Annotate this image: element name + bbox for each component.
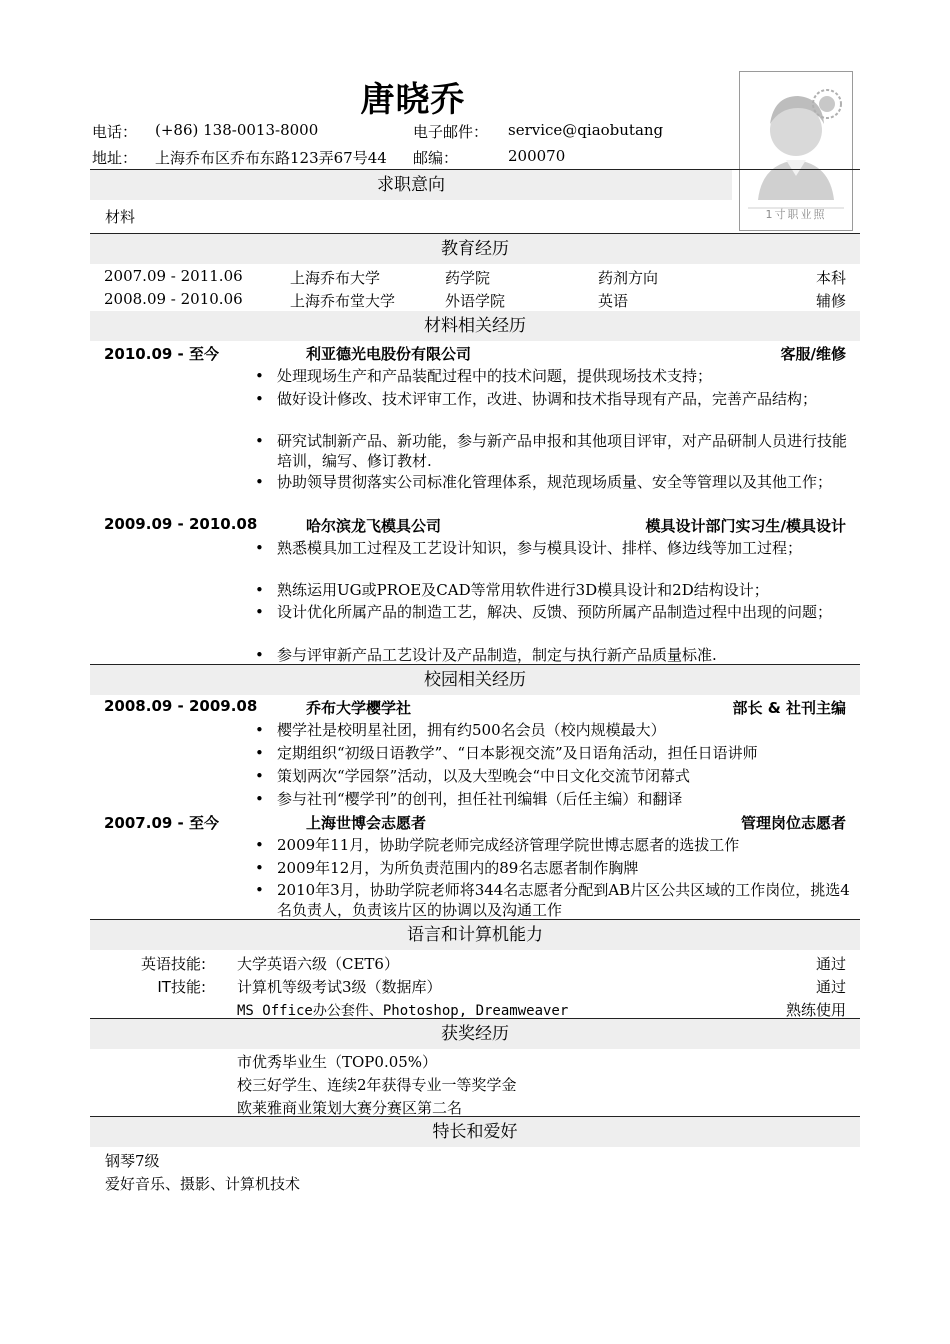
edu-major: 英语 xyxy=(598,292,629,310)
bullet-text: 定期组织“初级日语教学”、“日本影视交流”及日语角活动，担任日语讲师 xyxy=(277,744,758,762)
campus-org: 乔布大学樱学社 xyxy=(306,699,412,717)
bullet-text: 设计优化所属产品的制造工艺，解决、反馈、预防所属产品制造过程中出现的问题； xyxy=(277,603,833,621)
address-label: 地址： xyxy=(92,149,138,167)
bullet-text: 2009年12月，为所负责范围内的89名志愿者制作胸牌 xyxy=(277,859,639,877)
list-item: • 处理现场生产和产品装配过程中的技术问题，提供现场技术支持； xyxy=(255,366,850,386)
bullet-text: 做好设计修改、技术评审工作，改进、协调和技术指导现有产品，完善产品结构； xyxy=(277,390,818,408)
campus-period: 2007.09 - 至今 xyxy=(104,814,219,832)
section-objective-header: 求职意向 xyxy=(90,170,732,200)
photo-caption: 1寸职业照 xyxy=(765,208,827,221)
edu-college: 药学院 xyxy=(445,269,491,287)
job-role: 模具设计部门实习生/模具设计 xyxy=(645,517,846,535)
list-item: • 做好设计修改、技术评审工作，改进、协调和技术指导现有产品，完善产品结构； xyxy=(255,389,850,409)
job-company: 哈尔滨龙飞模具公司 xyxy=(306,517,442,535)
award-item: 欧莱雅商业策划大赛分赛区第二名 xyxy=(237,1099,463,1117)
objective-value: 材料 xyxy=(105,208,136,226)
bullet-text: 处理现场生产和产品装配过程中的技术问题，提供现场技术支持； xyxy=(277,367,713,385)
bullet-text: 协助领导贯彻落实公司标准化管理体系，规范现场质量、安全等管理以及其他工作； xyxy=(277,473,833,491)
bullet-text: 熟悉模具加工过程及工艺设计知识，参与模具设计、排样、修边线等加工过程； xyxy=(277,539,803,557)
skill-item: 大学英语六级（CET6） xyxy=(237,955,399,973)
photo-placeholder xyxy=(739,71,853,231)
hobby-item: 爱好音乐、摄影、计算机技术 xyxy=(105,1175,301,1193)
email-label: 电子邮件： xyxy=(413,123,489,141)
email-value: service@qiaobutang xyxy=(508,121,664,139)
bullet-text: 参与社刊“樱学刊”的创刊，担任社刊编辑（后任主编）和翻译 xyxy=(277,790,683,808)
edu-degree: 辅修 xyxy=(815,292,846,310)
skill-level: 通过 xyxy=(815,978,846,996)
list-item: • 研究试制新产品、新功能，参与新产品申报和其他项目评审，对产品研制人员进行技能培训，编写、修订教材. xyxy=(255,431,850,471)
bullet-text: 参与评审新产品工艺设计及产品制造，制定与执行新产品质量标准. xyxy=(277,646,717,664)
edu-degree: 本科 xyxy=(815,269,846,287)
bullet-text: 熟练运用UG或PROE及CAD等常用软件进行3D模具设计和2D结构设计； xyxy=(277,581,769,599)
list-item: • 协助领导贯彻落实公司标准化管理体系，规范现场质量、安全等管理以及其他工作； xyxy=(255,472,850,492)
section-skills-header: 语言和计算机能力 xyxy=(90,920,860,950)
campus-role: 管理岗位志愿者 xyxy=(740,814,846,832)
edu-college: 外语学院 xyxy=(445,292,506,310)
list-item: • 参与社刊“樱学刊”的创刊，担任社刊编辑（后任主编）和翻译 xyxy=(255,789,850,809)
job-period: 2010.09 - 至今 xyxy=(104,345,219,363)
bullet-text: 策划两次“学园祭”活动，以及大型晚会“中日文化交流节闭幕式 xyxy=(277,767,691,785)
bullet-text: 2010年3月，协助学院老师将344名志愿者分配到AB片区公共区域的工作岗位，挑选4名负责人，负责该片区的协调以及沟通工作 xyxy=(277,881,850,919)
phone-value: (+86) 138-0013-8000 xyxy=(155,121,319,139)
section-education-header: 教育经历 xyxy=(90,234,860,264)
edu-period: 2007.09 - 2011.06 xyxy=(104,267,243,285)
hobby-item: 钢琴7级 xyxy=(105,1152,160,1170)
list-item: • 设计优化所属产品的制造工艺，解决、反馈、预防所属产品制造过程中出现的问题； xyxy=(255,602,850,622)
zip-value: 200070 xyxy=(508,147,566,165)
skill-item: 计算机等级考试3级（数据库） xyxy=(237,978,442,996)
zip-label: 邮编： xyxy=(413,149,459,167)
campus-role: 部长 & 社刊主编 xyxy=(732,699,846,717)
award-item: 市优秀毕业生（TOP0.05%） xyxy=(237,1053,438,1071)
address-value: 上海乔布区乔布东路123弄67号44 xyxy=(155,149,387,167)
award-item: 校三好学生、连续2年获得专业一等奖学金 xyxy=(237,1076,517,1094)
edu-school: 上海乔布堂大学 xyxy=(290,292,396,310)
skill-item: MS Office办公套件、Photoshop, Dreamweaver xyxy=(237,1003,569,1019)
edu-period: 2008.09 - 2010.06 xyxy=(104,290,243,308)
list-item: • 2010年3月，协助学院老师将344名志愿者分配到AB片区公共区域的工作岗位，挑选4名负责人，负责该片区的协调以及沟通工作 xyxy=(255,881,850,919)
bullet-text: 2009年11月，协助学院老师完成经济管理学院世博志愿者的选拔工作 xyxy=(277,836,740,854)
phone-label: 电话： xyxy=(92,123,138,141)
job-period: 2009.09 - 2010.08 xyxy=(104,515,258,533)
list-item: • 2009年11月，协助学院老师完成经济管理学院世博志愿者的选拔工作 xyxy=(255,835,850,855)
list-item: • 熟悉模具加工过程及工艺设计知识，参与模具设计、排样、修边线等加工过程； xyxy=(255,538,850,558)
list-item: • 定期组织“初级日语教学”、“日本影视交流”及日语角活动，担任日语讲师 xyxy=(255,743,850,763)
skill-level: 通过 xyxy=(815,955,846,973)
campus-period: 2008.09 - 2009.08 xyxy=(104,697,258,715)
section-campus-header: 校园相关经历 xyxy=(90,665,860,695)
edu-school: 上海乔布大学 xyxy=(290,269,381,287)
section-awards-header: 获奖经历 xyxy=(90,1019,860,1049)
list-item: • 熟练运用UG或PROE及CAD等常用软件进行3D模具设计和2D结构设计； xyxy=(255,580,850,600)
bullet-text: 樱学社是校明星社团，拥有约500名会员（校内规模最大） xyxy=(277,721,666,739)
edu-major: 药剂方向 xyxy=(598,269,659,287)
resume-name: 唐晓乔 xyxy=(360,80,466,120)
section-hobbies-header: 特长和爱好 xyxy=(90,1117,860,1147)
job-company: 利亚德光电股份有限公司 xyxy=(306,345,472,363)
skill-label: IT技能: xyxy=(157,978,206,996)
section-material-header: 材料相关经历 xyxy=(90,311,860,341)
list-item: • 策划两次“学园祭”活动，以及大型晚会“中日文化交流节闭幕式 xyxy=(255,766,850,786)
skill-level: 熟练使用 xyxy=(785,1001,846,1019)
list-item: • 樱学社是校明星社团，拥有约500名会员（校内规模最大） xyxy=(255,720,850,740)
bullet-text: 研究试制新产品、新功能，参与新产品申报和其他项目评审，对产品研制人员进行技能培训，编写、修订教材. xyxy=(277,432,848,470)
job-role: 客服/维修 xyxy=(780,345,846,363)
campus-org: 上海世博会志愿者 xyxy=(306,814,427,832)
list-item: • 2009年12月，为所负责范围内的89名志愿者制作胸牌 xyxy=(255,858,850,878)
skill-label: 英语技能: xyxy=(140,955,206,973)
list-item: • 参与评审新产品工艺设计及产品制造，制定与执行新产品质量标准. xyxy=(255,645,850,665)
